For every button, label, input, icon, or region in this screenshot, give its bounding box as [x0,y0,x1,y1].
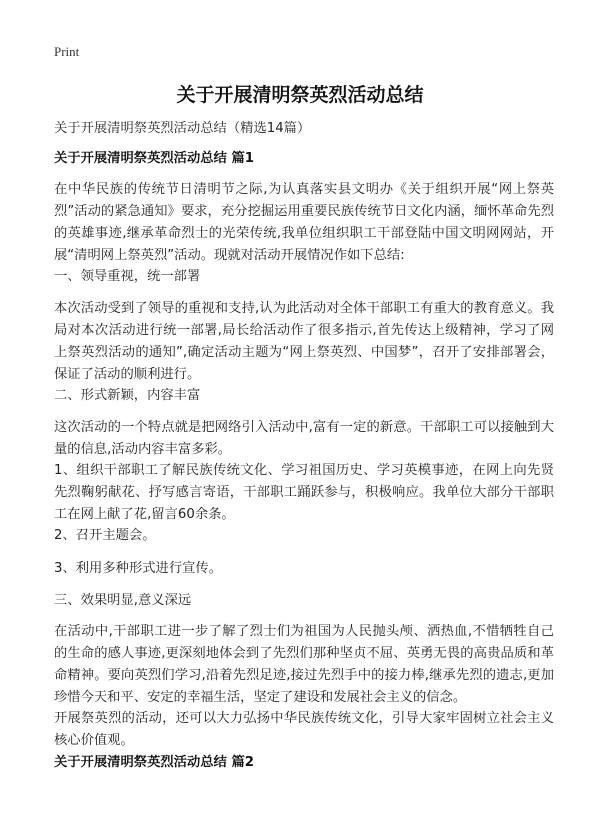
print-link[interactable]: Print [54,44,80,59]
intro-paragraph: 在中华民族的传统节日清明节之际,为认真落实县文明办《关于组织开展“网上祭英烈”活动的紧急通知》要求，充分挖掘运用重要民族传统节日文化内涵，缅怀革命先烈的英雄事迹,继承革命烈士的光荣传统,我单位组织职工干部登陆中国文明网网站，开展“清明网上祭英烈”活动。现就对活动开展情况作如下总结: [54,182,554,263]
document-title: 关于开展清明祭英烈活动总结 [176,84,424,106]
paragraph-effect: 在活动中,干部职工进一步了解了烈士们为祖国为人民抛头颅、洒热血,不惜牺牲自己的生命的感人事迹,更深刻地体会到了先烈们那种坚贞不屈、英勇无畏的高贵品质和革命精神。要向英烈们学习,沿着先烈足迹,接过先烈手中的接力棒,继承先烈的遗志,更加珍惜今天和平、安定的幸福生活，坚定了建设和发展社会主义的信念。 [54,624,554,705]
heading-format: 二、形式新颖，内容丰富 [54,388,201,403]
list-item-1: 1、组织干部职工了解民族传统文化、学习祖国历史、学习英模事迹，在网上向先贤先烈鞠躬献花、抒写感言寄语，干部职工踊跃参与，积极响应。我单位大部分干部职工在网上献了花,留言60余条。 [54,463,554,522]
section-heading-1: 关于开展清明祭英烈活动总结 篇1 [54,151,255,166]
section-heading-2: 关于开展清明祭英烈活动总结 篇2 [54,755,255,770]
list-item-3: 3、利用多种形式进行宣传。 [54,561,223,576]
paragraph-leadership: 本次活动受到了领导的重视和支持,认为此活动对全体干部职工有重大的教育意义。我局对本次活动进行统一部署,局长给活动作了很多指示,首先传达上级精神，学习了网上祭英烈活动的通知”,确定活动主题为“网上祭英烈、中国梦”，召开了安排部署会，保证了活动的顺利进行。 [54,301,554,382]
document-subtitle: 关于开展清明祭英烈活动总结（精选14篇） [54,121,311,136]
list-item-2: 2、召开主题会。 [54,528,156,543]
paragraph-format: 这次活动的一个特点就是把网络引入活动中,富有一定的新意。干部职工可以接触到大量的信息,活动内容丰富多彩。 [54,420,554,457]
heading-effect: 三、效果明显,意义深远 [54,593,192,608]
paragraph-conclusion: 开展祭英烈的活动，还可以大力弘扬中华民族传统文化，引导大家牢固树立社会主义核心价值观。 [54,711,554,748]
heading-leadership: 一、领导重视，统一部署 [54,269,201,284]
